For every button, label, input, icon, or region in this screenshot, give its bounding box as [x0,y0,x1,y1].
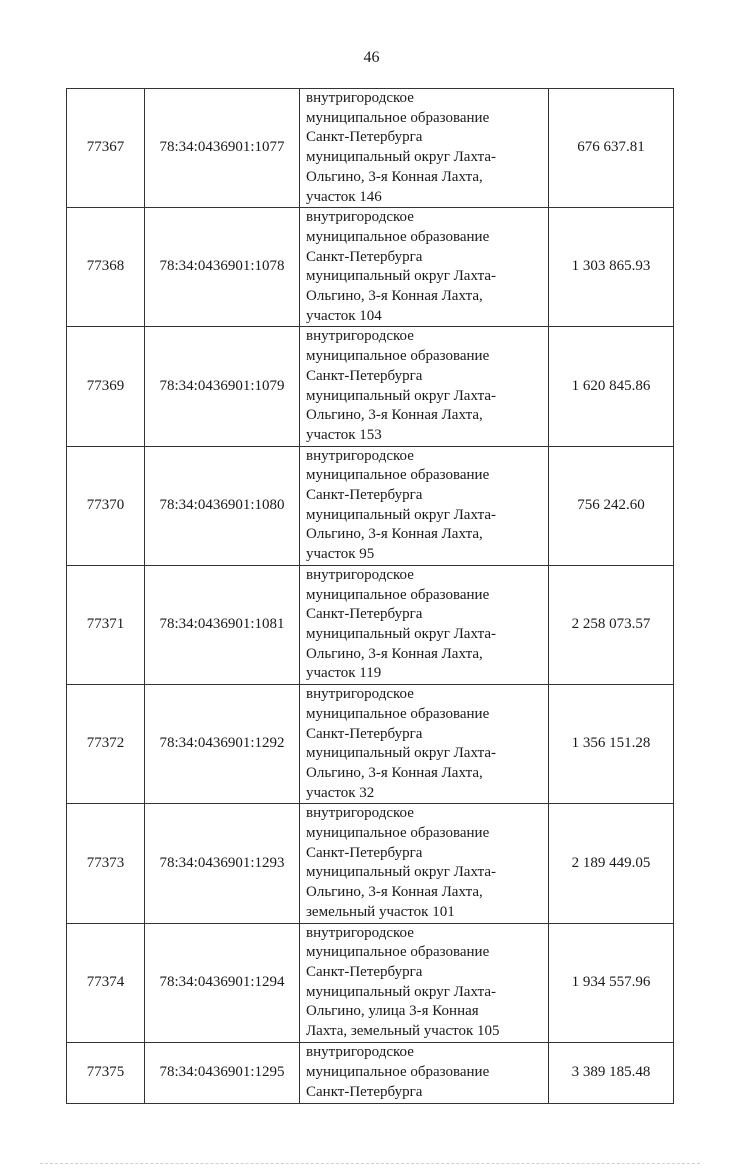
page-number: 46 [363,49,380,66]
address-cell: внутригородское муниципальное образование Санкт-Петербурга муниципальный округ Лахта- Ольгино, 3-я Конная Лахта, участок 119 [300,565,549,684]
cadastral-number: 78:34:0436901:1294 [145,923,300,1042]
address-cell: внутригородское муниципальное образование Санкт-Петербурга муниципальный округ Лахта- Ольгино, улица 3-я Конная Лахта, земельный участок 105 [300,923,549,1042]
table-row [67,1042,674,1103]
table-row [67,446,674,565]
address-cell: внутригородское муниципальное образование Санкт-Петербурга муниципальный округ Лахта- Ольгино, 3-я Конная Лахта, участок 32 [300,685,549,804]
cadastral-number: 78:34:0436901:1081 [145,565,300,684]
row-number: 77370 [67,446,145,565]
cadastral-number: 78:34:0436901:1079 [145,327,300,446]
row-number: 77372 [67,685,145,804]
table-row [67,208,674,327]
cadastral-value: 1 356 151.28 [549,685,674,804]
address-cell: внутригородское муниципальное образование Санкт-Петербурга муниципальный округ Лахта- Ольгино, 3-я Конная Лахта, участок 104 [300,208,549,327]
address-cell: внутригородское муниципальное образование Санкт-Петербурга муниципальный округ Лахта- Ольгино, 3-я Конная Лахта, земельный участок 101 [300,804,549,923]
cadastral-value: 1 303 865.93 [549,208,674,327]
table-row [67,565,674,684]
row-number: 77368 [67,208,145,327]
cadastral-value: 2 258 073.57 [549,565,674,684]
cadastral-value: 676 637.81 [549,89,674,208]
table-row [67,923,674,1042]
table-row [67,89,674,208]
cadastral-value: 3 389 185.48 [549,1042,674,1103]
address-cell: внутригородское муниципальное образование Санкт-Петербурга муниципальный округ Лахта- Ольгино, 3-я Конная Лахта, участок 146 [300,89,549,208]
cadastral-value: 1 934 557.96 [549,923,674,1042]
cadastral-number: 78:34:0436901:1292 [145,685,300,804]
cadastral-value: 1 620 845.86 [549,327,674,446]
row-number: 77367 [67,89,145,208]
scan-edge-line [40,1163,700,1165]
cadastral-number: 78:34:0436901:1078 [145,208,300,327]
land-plot-table [66,88,674,1104]
table-row [67,804,674,923]
cadastral-number: 78:34:0436901:1080 [145,446,300,565]
cadastral-number: 78:34:0436901:1293 [145,804,300,923]
cadastral-number: 78:34:0436901:1295 [145,1042,300,1103]
cadastral-number: 78:34:0436901:1077 [145,89,300,208]
address-cell: внутригородское муниципальное образование Санкт-Петербурга муниципальный округ Лахта- Ольгино, 3-я Конная Лахта, участок 95 [300,446,549,565]
row-number: 77369 [67,327,145,446]
row-number: 77371 [67,565,145,684]
cadastral-value: 2 189 449.05 [549,804,674,923]
row-number: 77375 [67,1042,145,1103]
row-number: 77374 [67,923,145,1042]
address-cell: внутригородское муниципальное образование Санкт-Петербурга [300,1042,549,1103]
address-cell: внутригородское муниципальное образование Санкт-Петербурга муниципальный округ Лахта- Ольгино, 3-я Конная Лахта, участок 153 [300,327,549,446]
table-row [67,327,674,446]
cadastral-value: 756 242.60 [549,446,674,565]
row-number: 77373 [67,804,145,923]
table-row [67,685,674,804]
